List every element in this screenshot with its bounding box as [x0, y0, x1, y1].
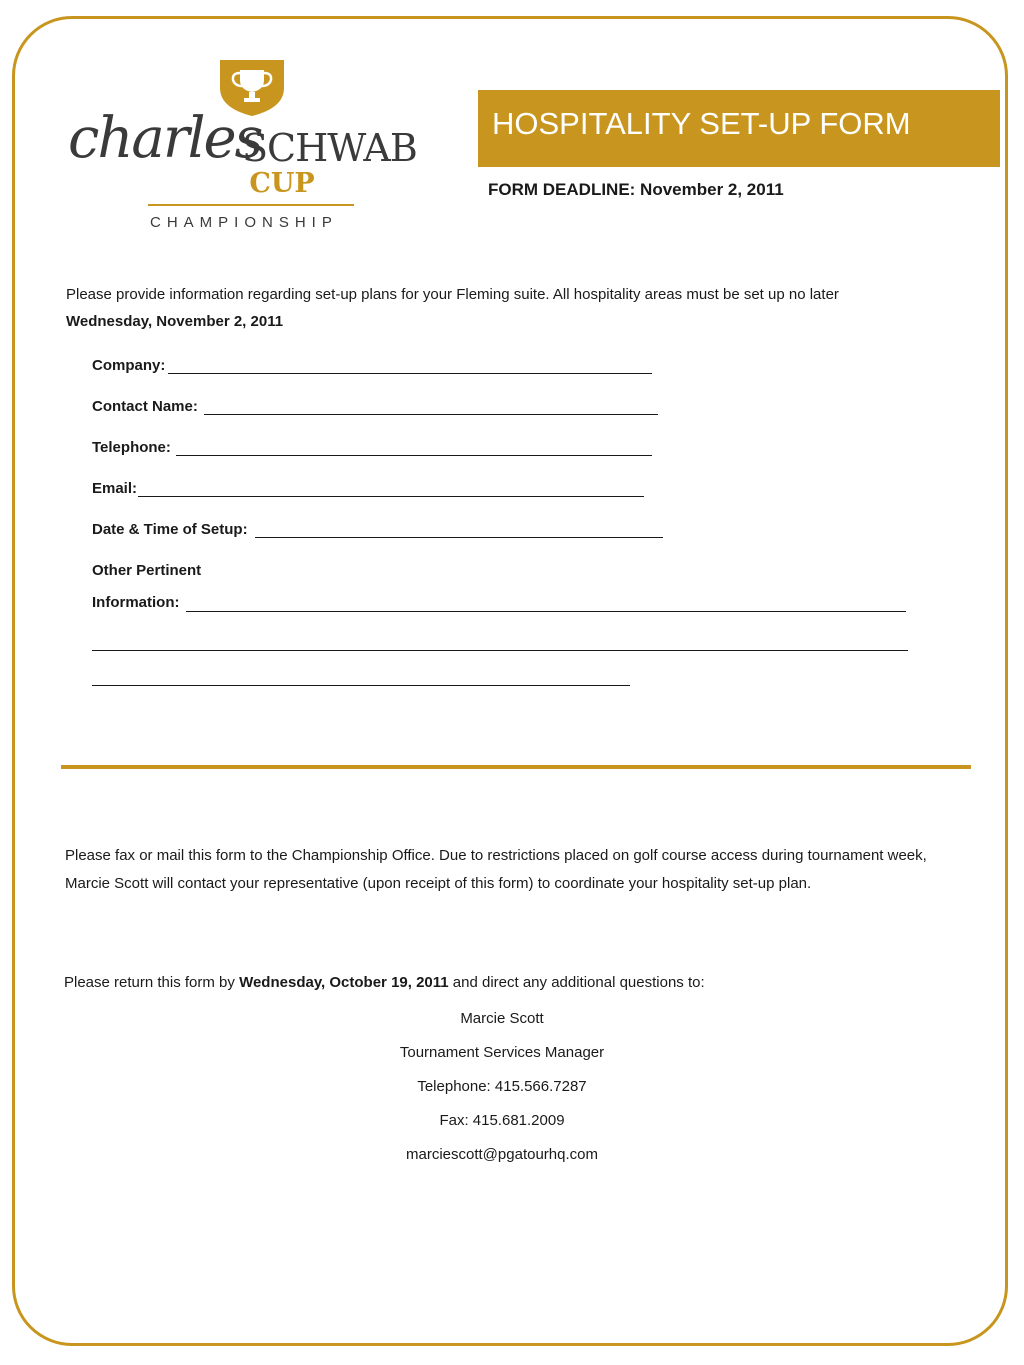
contact-email[interactable]: marciescott@pgatourhq.com: [406, 1146, 598, 1163]
logo-word-charles: charles: [68, 106, 262, 171]
intro-date: Wednesday, November 2, 2011: [66, 313, 284, 330]
telephone-line[interactable]: [176, 455, 652, 456]
email-line[interactable]: [138, 496, 644, 497]
logo-divider: [148, 204, 354, 206]
contact-telephone: Telephone: 415.566.7287: [417, 1078, 587, 1095]
contact-name: Marcie Scott: [460, 1010, 544, 1027]
intro-text: Please provide information regarding set-up plans for your Fleming suite. All hospitality areas must be set up no later: [66, 286, 839, 303]
contact-name-line[interactable]: [204, 414, 658, 415]
form-deadline: FORM DEADLINE: November 2, 2011: [488, 180, 784, 199]
other-info-line-2[interactable]: [92, 650, 908, 651]
form-title: HOSPITALITY SET-UP FORM: [492, 106, 911, 141]
charles-schwab-cup-logo: [64, 58, 444, 238]
title-banner: [478, 90, 1000, 167]
return-date: Wednesday, October 19, 2011: [239, 974, 449, 991]
logo-word-schwab: SCHWAB: [242, 126, 417, 170]
instructions-paragraph: Please fax or mail this form to the Championship Office. Due to restrictions placed on golf course access during tournament week, Marcie Scott will contact your representative (upon receipt of this form) to coordinate your hospitality set-up plan.: [65, 847, 927, 892]
intro-paragraph: [66, 281, 946, 335]
return-suffix: and direct any additional questions to:: [452, 974, 705, 991]
logo-word-championship: CHAMPIONSHIP: [150, 214, 338, 231]
company-line[interactable]: [168, 373, 652, 374]
date-time-label: Date & Time of Setup:: [92, 521, 248, 538]
return-prefix: Please return this form by: [64, 974, 235, 991]
return-instructions: [64, 974, 705, 991]
other-info-label-line1: Other Pertinent: [92, 562, 202, 579]
contact-title: Tournament Services Manager: [399, 1044, 605, 1061]
contact-name-label: Contact Name:: [92, 398, 198, 415]
email-label: Email:: [92, 480, 138, 497]
date-time-line[interactable]: [255, 537, 663, 538]
other-info-line-3[interactable]: [92, 685, 630, 686]
other-info-label-line2: Information:: [92, 594, 180, 611]
company-label: Company:: [92, 357, 166, 374]
other-info-line-1[interactable]: [186, 611, 906, 612]
telephone-label: Telephone:: [92, 439, 171, 456]
contact-fax: Fax: 415.681.2009: [439, 1112, 565, 1129]
logo-word-cup: CUP: [249, 168, 315, 199]
section-divider: [61, 765, 971, 769]
